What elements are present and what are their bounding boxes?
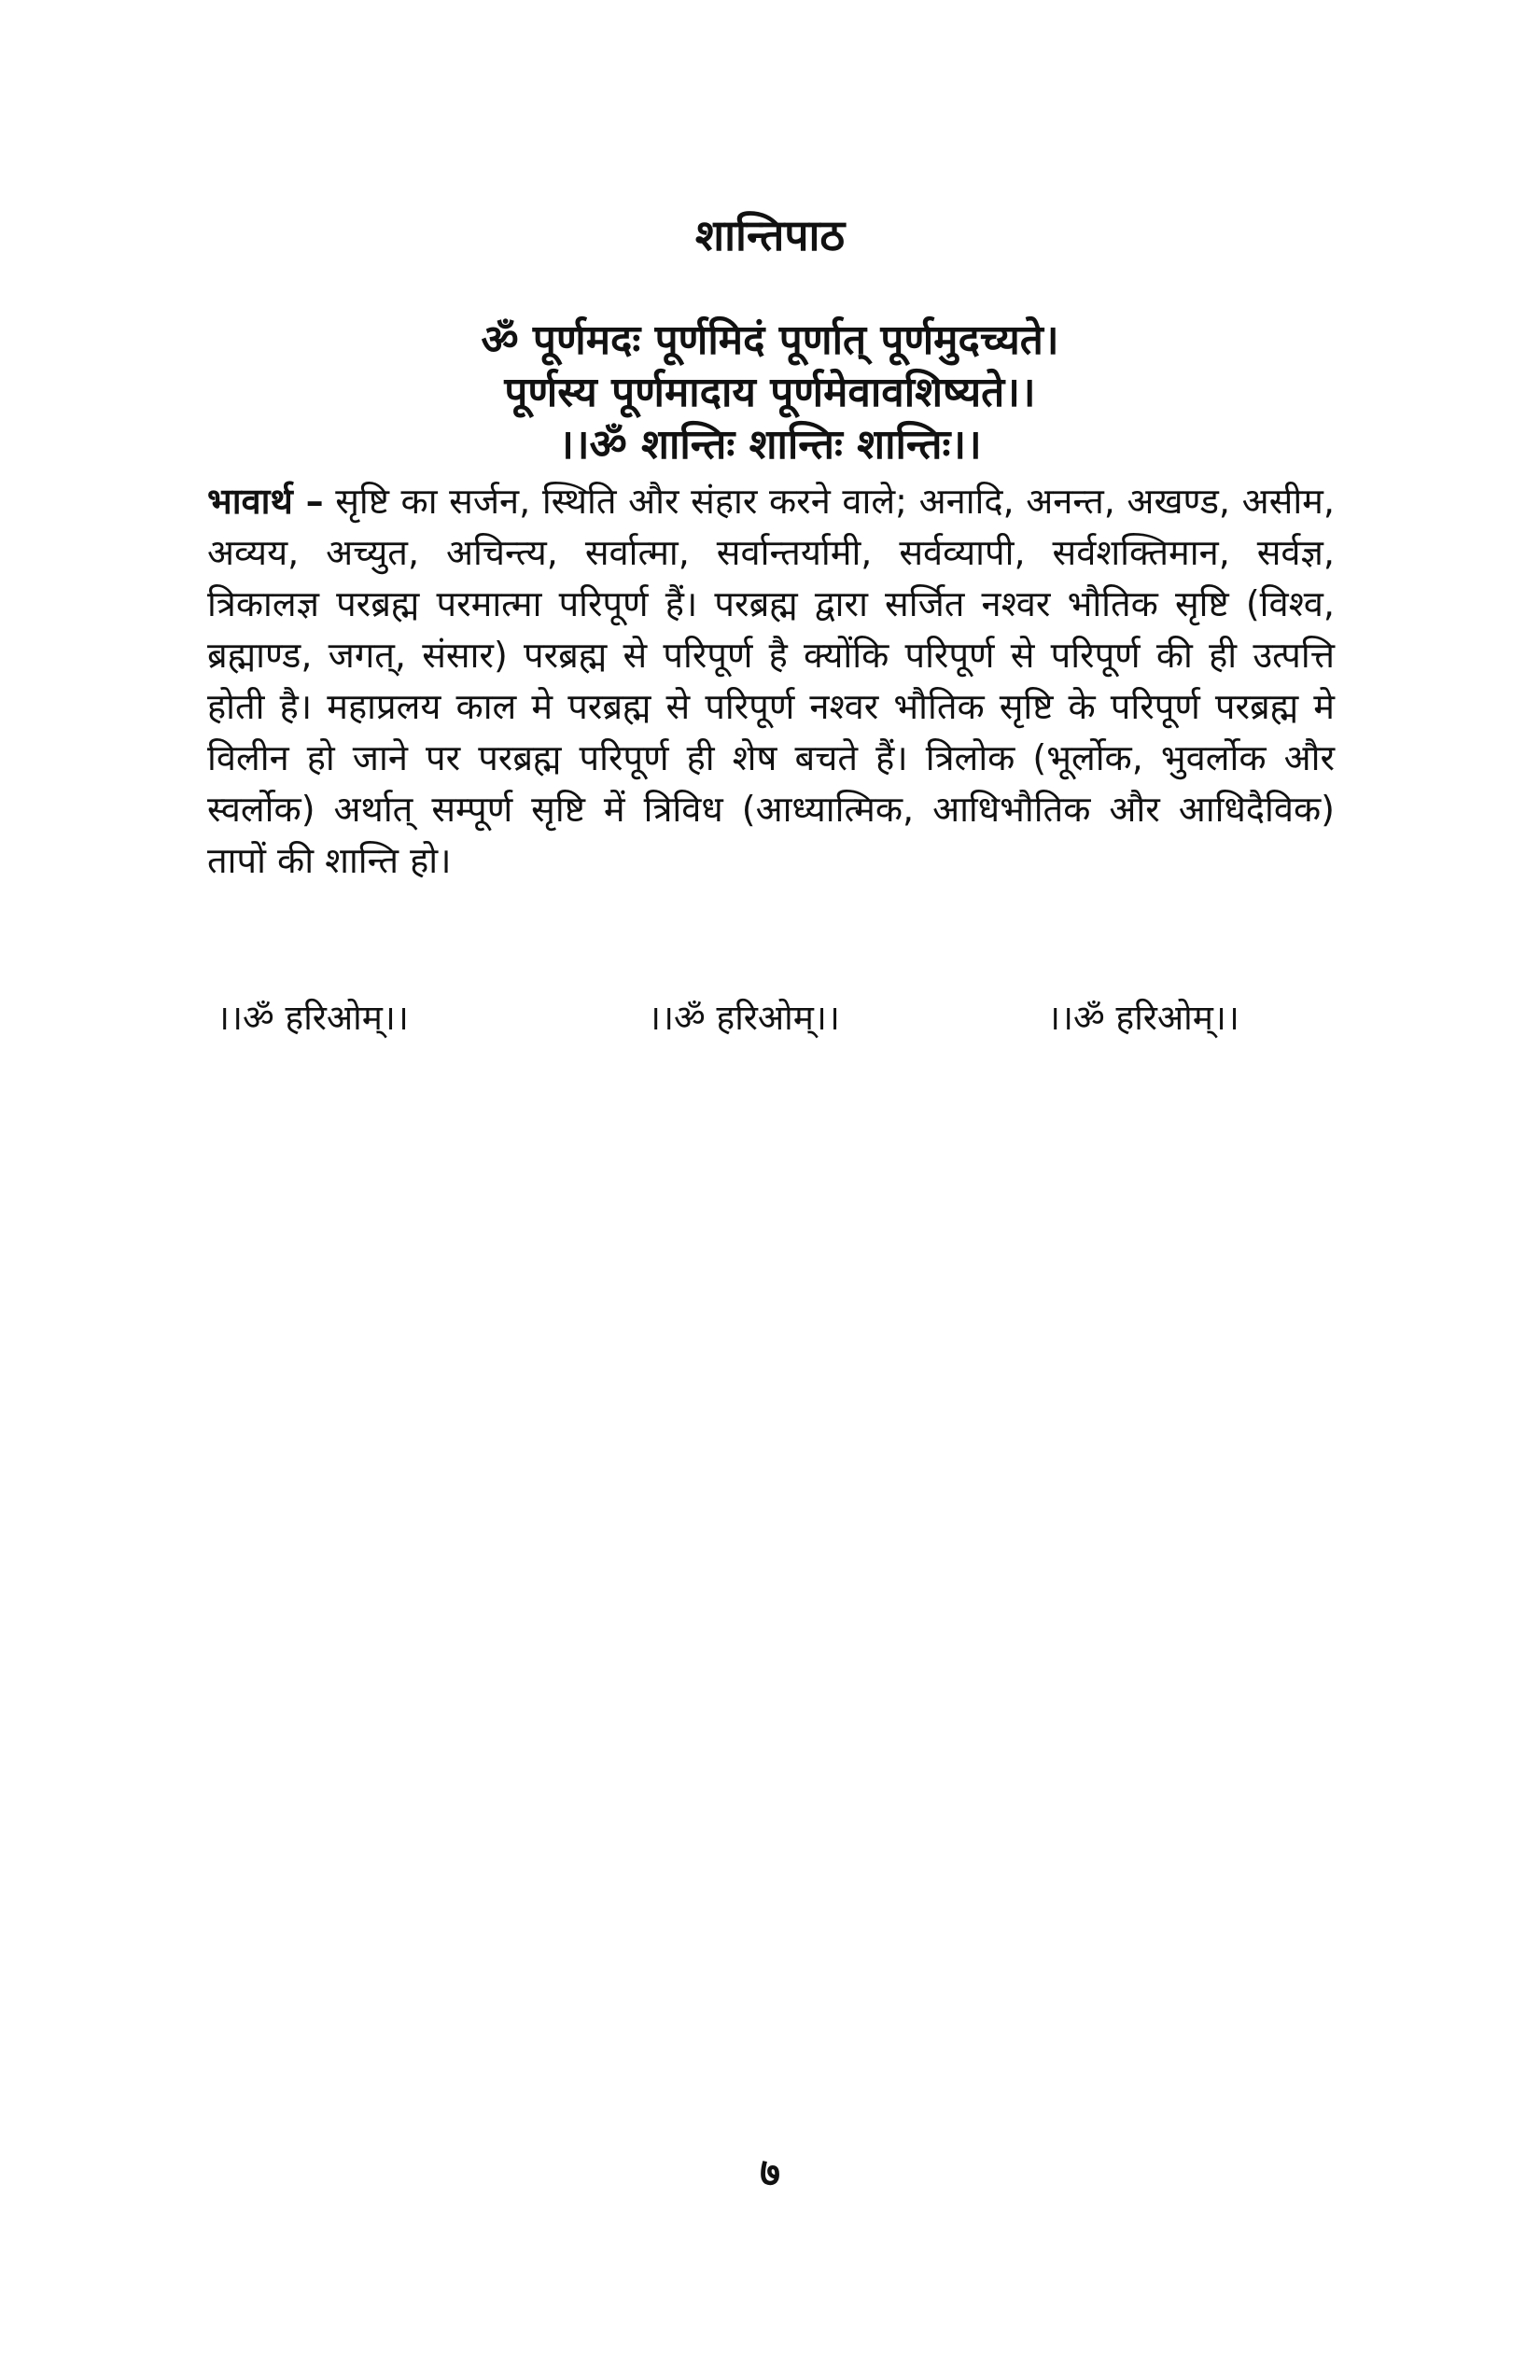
page-number: ७ [760,2149,780,2195]
verse-line-2: पूर्णस्य पूर्णमादाय पूर्णमेवावशिष्यते।। [504,369,1036,416]
verse-line-3: ।।ॐ शान्तिः शान्तिः शान्तिः।। [558,421,982,469]
verse-line-1: ॐ पूर्णमदः पूर्णमिदं पूर्णात् पूर्णमुदच्यते। [481,316,1059,364]
closing-chants [0,992,1540,1044]
shanti-mantra-verse [0,315,1540,471]
meaning-text: सृष्टि का सर्जन, स्थिति और संहार करने वाले; अनादि, अनन्त, अखण्ड, असीम, अव्यय, अच्युत, अचिन्त्य, सर्वात्मा, सर्वान्तर्यामी, सर्वव्यापी, सर्वशक्तिमान, सर्वज्ञ, त्रिकालज्ञ परब्रह्म परमात्मा परिपूर्ण हैं। परब्रह्म द्वारा सर्जित नश्वर भौतिक सृष्टि (विश्व, ब्रह्माण्ड, जगत्, संसार) परब्रह्म से परिपूर्ण है क्योंकि परिपूर्ण से परिपूर्ण की ही उत्पत्ति होती है। महाप्रलय काल मे परब्रह्म से परिपूर्ण नश्वर भौतिक सृष्टि के परिपूर्ण परब्रह्म मे विलीन हो जाने पर परब्रह्म परिपूर्ण ही शेष बचते हैं। त्रिलोक (भूर्लोक, भुवर्लोक और स्वर्लोक) अर्थात् सम्पूर्ण सृष्टि में त्रिविध (आध्यात्मिक, आधिभौतिक और आधिदैविक) तापों की शान्ति हो। [207,481,1335,881]
closing-chant-1: ।।ॐ हरिओम्।। [217,998,409,1038]
closing-chant-3: ।।ॐ हरिओम्।। [1047,998,1239,1038]
closing-chant-2: ।।ॐ हरिओम्।। [648,998,840,1038]
page-title: शान्तिपाठ [694,210,846,260]
meaning-paragraph [207,476,1335,887]
meaning-label: भावार्थ – [207,481,324,522]
